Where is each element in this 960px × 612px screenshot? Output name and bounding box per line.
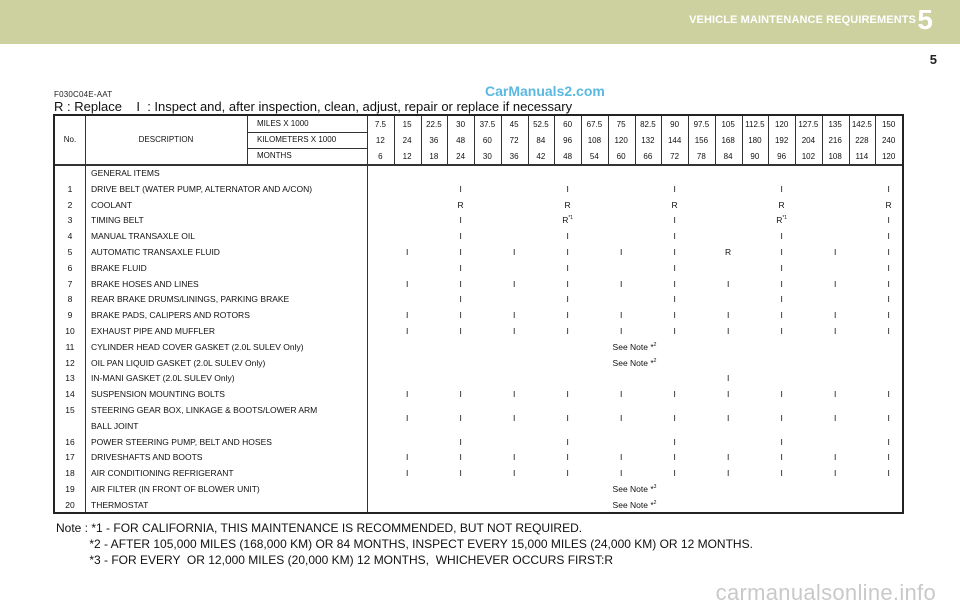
service-mark: I [887,326,890,336]
watermark-top[interactable]: CarManuals2.com [485,83,605,99]
item-description: AUTOMATIC TRANSAXLE FLUID [91,247,220,257]
item-description: IN-MANI GASKET (2.0L SULEV Only) [91,373,235,384]
service-mark: I [673,278,676,289]
service-mark: I [619,412,623,423]
service-mark: I [566,294,569,305]
service-mark: I [887,452,890,463]
footnote-2: *2 - AFTER 105,000 MILES (168,000 KM) OR 84 MONTHS, INSPECT EVERY 15,000 MILES (24,000 KM) OR 12 MONTHS. [56,537,753,551]
service-mark: I [726,326,730,336]
service-mark: I [887,310,890,321]
interval-label: MILES X 1000 [257,119,309,128]
service-mark: I [566,468,569,479]
service-mark: I [673,215,676,226]
service-mark: I [887,262,890,273]
interval-value-miles: 37.5 [479,120,496,129]
service-mark: I [673,262,676,273]
header-bottom-rule [55,164,902,166]
interval-value-km: 144 [667,136,682,145]
interval-value-km: 180 [748,136,762,145]
service-mark: I [405,278,409,289]
service-mark: I [566,278,569,289]
item-number: 5 [67,247,73,257]
service-mark: I [833,452,837,463]
service-mark: R [778,199,785,210]
item-description: BRAKE PADS, CALIPERS AND ROTORS [91,310,250,321]
interval-value-miles: 60 [563,120,573,129]
service-mark: I [780,412,783,423]
service-mark: I [566,412,569,423]
interval-value-km: 36 [429,136,439,145]
service-mark: I [726,389,730,400]
service-mark: I [780,468,783,479]
item-description: POWER STEERING PUMP, BELT AND HOSES [91,436,272,447]
item-description: SUSPENSION MOUNTING BOLTS [91,389,225,400]
interval-value-months: 36 [509,152,519,161]
item-description: BALL JOINT [91,420,139,431]
service-mark: I [673,436,676,447]
item-number: 14 [65,389,75,400]
item-number: 2 [67,199,73,210]
service-mark: I [566,452,569,463]
interval-value-months: 90 [750,152,760,161]
item-number: 4 [67,231,73,242]
service-mark: I [512,247,516,257]
interval-label: KILOMETERS X 1000 [257,135,337,144]
item-number: 19 [65,484,75,494]
interval-value-km: 156 [694,136,709,145]
interval-value-months: 42 [536,152,546,161]
item-number: 10 [65,326,75,336]
item-description: BRAKE HOSES AND LINES [91,278,199,289]
interval-value-months: 120 [881,152,896,161]
service-mark: I [512,412,516,423]
service-mark: I [405,389,409,400]
interval-value-miles: 112.5 [745,120,765,129]
service-mark: I [459,452,462,463]
service-mark: I [780,278,783,289]
interval-value-miles: 15 [402,120,412,129]
interval-value-miles: 30 [456,120,466,129]
item-description: THERMOSTAT [91,499,149,510]
interval-value-km: 192 [774,136,789,145]
interval-value-months: 48 [563,152,573,161]
item-description: COOLANT [91,199,133,210]
interval-value-miles: 67.5 [586,120,603,129]
service-mark: I [512,278,516,289]
service-mark: I [833,412,837,423]
service-mark: I [887,436,890,447]
legend-text: R : Replace I : Inspect and, after inspection, clean, adjust, repair or replace if necessary [54,99,573,114]
desc-column-divider [247,116,248,164]
service-mark: I [512,326,516,336]
service-mark: I [566,310,569,321]
service-mark: I [780,183,783,194]
general-items-heading: GENERAL ITEMS [91,168,160,178]
interval-value-months: 84 [723,152,733,161]
service-mark: I [459,326,462,336]
note-reference: 2 [653,357,657,364]
service-mark: R [457,199,464,210]
service-mark: I [405,452,409,463]
watermark-bottom[interactable]: carmanualsonline.info [715,580,936,605]
service-mark: I [619,389,623,400]
service-mark: I [887,247,890,257]
service-mark: I [673,183,676,194]
interval-value-km: 24 [402,136,412,145]
interval-value-km: 120 [614,136,628,145]
service-mark: I [887,294,890,305]
interval-value-miles: 7.5 [374,120,386,129]
service-mark: I [673,247,676,257]
interval-value-months: 108 [828,152,842,161]
service-mark: I [405,412,409,423]
service-mark: I [459,247,462,257]
service-mark: I [726,310,730,321]
interval-value-km: 240 [881,136,896,145]
service-mark: I [726,452,730,463]
item-number: 12 [65,357,75,368]
interval-value-km: 84 [536,136,546,145]
interval-value-miles: 135 [828,120,842,129]
service-mark: I [405,468,409,479]
interval-value-km: 216 [828,136,842,145]
service-mark: I [833,326,837,336]
interval-value-km: 168 [721,136,735,145]
see-note-cell: See Note *$^2$ [612,341,657,352]
document-code: F030C04E-AAT [54,90,113,99]
service-mark: I [566,389,569,400]
item-number: 1 [67,183,73,194]
service-mark: I [459,278,462,289]
service-mark: I [459,412,462,423]
section-number: 5 [917,4,933,35]
interval-value-miles: 105 [721,120,735,129]
service-mark: I [566,262,569,273]
service-mark: I [673,231,676,242]
interval-value-months: 12 [402,152,412,161]
item-number: 9 [67,310,73,321]
item-number: 18 [65,468,75,479]
interval-value-miles: 45 [509,120,519,129]
interval-value-months: 102 [801,152,816,161]
service-mark: I [619,247,623,257]
interval-value-miles: 142.5 [851,120,872,129]
service-mark: I [726,278,730,289]
item-description: EXHAUST PIPE AND MUFFLER [91,326,216,336]
item-number: 8 [67,294,73,305]
service-mark: I [405,326,409,336]
service-mark: I [887,389,890,400]
service-mark: I [566,183,569,194]
item-description: REAR BRAKE DRUMS/LININGS, PARKING BRAKE [91,294,290,305]
service-mark: I [459,389,462,400]
service-mark: I [459,294,462,305]
service-mark: I [512,310,516,321]
service-mark: I [619,452,623,463]
label-row-divider-2 [247,148,367,149]
service-mark: I [780,310,783,321]
item-number: 15 [65,405,75,415]
service-mark: I [673,310,676,321]
item-description: DRIVE BELT (WATER PUMP, ALTERNATOR AND A/CON) [91,183,313,194]
interval-value-miles: 22.5 [426,120,442,129]
footnotes [56,520,753,568]
service-mark: I [405,247,409,257]
service-mark: I [619,310,623,321]
service-mark: I [726,412,730,423]
service-mark: I [780,389,783,400]
service-mark: I [512,389,516,400]
interval-value-months: 60 [616,152,626,161]
see-note-cell: See Note *$^2$ [612,499,657,510]
interval-value-months: 114 [855,152,869,161]
section-title: VEHICLE MAINTENANCE REQUIREMENTS [689,14,916,26]
item-number: 17 [65,452,75,463]
service-mark: I [726,373,730,384]
interval-value-months: 54 [589,152,599,161]
service-mark: I [780,436,783,447]
interval-value-km: 48 [456,136,466,145]
service-mark: R [671,199,678,210]
description-header: DESCRIPTION [138,135,194,144]
service-mark: I [566,247,569,257]
service-mark: R [725,247,732,257]
service-mark: I [512,468,516,479]
interval-value-months: 24 [456,152,466,161]
service-mark: I [566,436,569,447]
interval-value-km: 12 [375,136,385,145]
interval-label: MONTHS [257,151,292,160]
service-mark: $R^{*1}$ [562,215,574,226]
service-mark: I [780,452,783,463]
service-mark: $R^{*1}$ [776,215,788,226]
interval-value-km: 204 [801,136,816,145]
service-mark: I [780,262,783,273]
item-description: AIR FILTER (IN FRONT OF BLOWER UNIT) [91,484,260,494]
interval-value-miles: 82.5 [640,120,656,129]
item-description: STEERING GEAR BOX, LINKAGE & BOOTS/LOWER ARM [91,405,318,415]
interval-value-km: 72 [509,136,519,145]
interval-value-km: 108 [587,136,602,145]
no-header: No. [63,135,77,144]
see-note-cell: See Note *$^3$ [612,484,657,494]
see-note-cell: See Note *$^2$ [612,357,657,368]
service-mark: I [619,326,623,336]
item-description: OIL PAN LIQUID GASKET (2.0L SULEV Only) [91,357,266,368]
interval-value-miles: 150 [881,120,896,129]
service-mark: I [833,278,837,289]
footnote-3: *3 - FOR EVERY OR 12,000 MILES (20,000 KM) 12 MONTHS, WHICHEVER OCCURS FIRST:R [56,553,614,567]
interval-value-months: 96 [777,152,787,161]
maintenance-schedule-table [53,114,904,514]
service-mark: I [887,412,890,423]
service-mark: I [459,436,462,447]
interval-value-km: 96 [563,136,573,145]
item-number: 3 [67,215,73,226]
service-mark: I [619,278,623,289]
service-mark: I [673,326,676,336]
footnote-1: Note : *1 - FOR CALIFORNIA, THIS MAINTENANCE IS RECOMMENDED, BUT NOT REQUIRED. [56,521,583,535]
interval-value-months: 6 [378,152,383,161]
service-mark: I [459,231,462,242]
service-mark: I [780,247,783,257]
item-number: 11 [65,341,75,352]
service-mark: I [833,247,837,257]
note-reference: 2 [653,341,657,348]
service-mark: I [459,310,462,321]
footnote-reference: *1 [568,215,574,222]
interval-value-months: 30 [482,152,492,161]
item-description: CYLINDER HEAD COVER GASKET (2.0L SULEV Only) [91,341,304,352]
item-description: DRIVESHAFTS AND BOOTS [91,452,203,463]
service-mark: I [673,294,676,305]
service-mark: I [459,215,462,226]
service-mark: I [673,389,676,400]
item-description: AIR CONDITIONING REFRIGERANT [91,468,234,479]
service-mark: I [459,262,462,273]
interval-value-months: 72 [670,152,680,161]
interval-value-miles: 90 [670,120,680,129]
service-mark: I [512,452,516,463]
service-mark: I [780,231,783,242]
service-mark: I [780,326,783,336]
service-mark: I [566,231,569,242]
footnote-reference: *1 [782,215,788,222]
service-mark: I [459,468,462,479]
interval-value-miles: 127.5 [798,120,819,129]
service-mark: I [833,468,837,479]
service-mark: I [887,468,890,479]
service-mark: I [833,389,837,400]
service-mark: I [887,278,890,289]
interval-value-miles: 52.5 [533,120,549,129]
service-mark: I [566,326,569,336]
service-mark: I [887,231,890,242]
service-mark: I [887,215,890,226]
interval-value-months: 18 [429,152,439,161]
service-mark: I [405,310,409,321]
note-reference: 3 [653,484,657,491]
service-mark: I [780,294,783,305]
service-mark: I [459,183,462,194]
no-column-body-divider [85,164,86,512]
item-number: 20 [65,499,75,510]
item-number: 7 [67,278,73,289]
service-mark: I [726,468,730,479]
item-description: MANUAL TRANSAXLE OIL [91,231,195,242]
interval-value-km: 132 [641,136,655,145]
page-number: 5 [929,52,937,67]
interval-value-km: 228 [855,136,869,145]
service-mark: I [673,452,676,463]
item-number: 16 [65,436,75,447]
service-mark: R [885,199,892,210]
interval-value-miles: 75 [616,120,626,129]
note-reference: 2 [653,499,657,506]
service-mark: R [564,199,571,210]
interval-value-miles: 97.5 [693,120,710,129]
item-number: 13 [65,373,75,384]
service-mark: I [887,183,890,194]
item-description: TIMING BELT [91,215,144,226]
interval-value-miles: 120 [774,120,789,129]
service-mark: I [619,468,623,479]
interval-value-months: 78 [696,152,706,161]
service-mark: I [673,412,676,423]
service-mark: I [833,310,837,321]
label-row-divider-1 [247,132,367,133]
service-mark: I [673,468,676,479]
interval-value-km: 60 [482,136,492,145]
item-number: 6 [67,262,73,273]
interval-value-months: 66 [643,152,653,161]
item-description: BRAKE FLUID [91,262,147,273]
